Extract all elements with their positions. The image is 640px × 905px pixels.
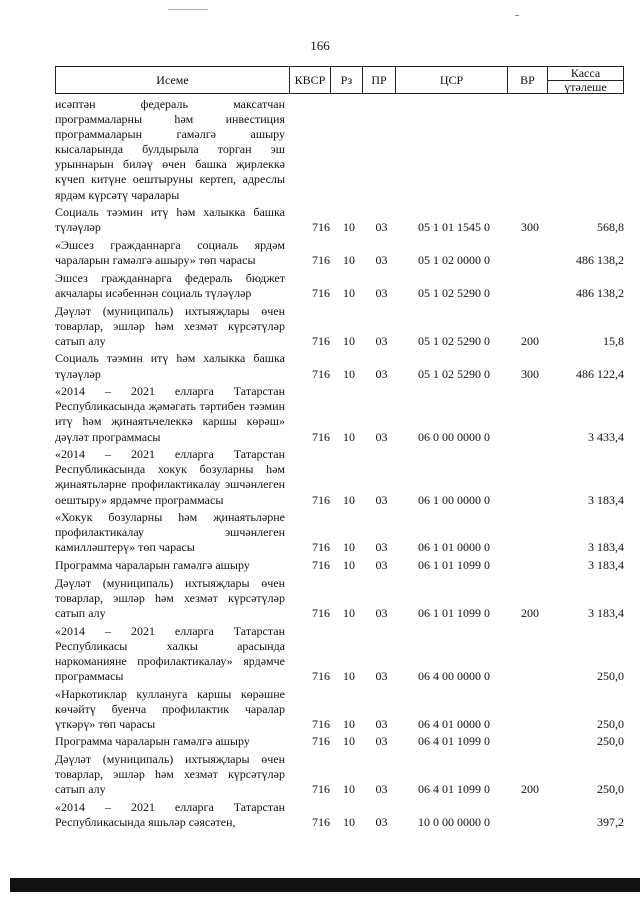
row-pr: 03 — [375, 734, 388, 749]
row-csr: 06 4 00 0000 0 — [418, 668, 490, 683]
row-amount: 3 433,4 — [588, 429, 624, 444]
row-name: Дәүләт (муниципаль) ихтыяҗлары өчен товарлар, эшләр һәм хезмәт күрсәтүләр сатып алу — [55, 752, 285, 797]
header-name: Исеме — [156, 72, 189, 87]
row-name: Дәүләт (муниципаль) ихтыяҗлары өчен товарлар, эшләр һәм хезмәт күрсәтүләр сатып алу — [55, 303, 285, 348]
row-pr: 03 — [375, 253, 388, 268]
row-amount: 397,2 — [597, 815, 624, 830]
scan-artifact-dot — [515, 15, 519, 16]
table-row — [55, 752, 624, 797]
row-rz: 10 — [343, 253, 355, 268]
row-csr: 05 1 02 5290 0 — [418, 285, 490, 300]
page-number: 166 — [310, 38, 330, 53]
row-kvsr: 716 — [312, 429, 330, 444]
header-csr: ЦСР — [395, 67, 507, 93]
row-rz: 10 — [343, 492, 355, 507]
row-csr: 06 1 00 0000 0 — [418, 492, 490, 507]
header-pr: ПР — [362, 67, 395, 93]
row-name: Социаль тәэмин итү һәм халыкка башка түләүләр — [55, 351, 285, 381]
row-kvsr: 716 — [312, 333, 330, 348]
table-row — [55, 205, 624, 235]
row-rz: 10 — [343, 540, 355, 555]
table-body — [55, 97, 624, 833]
row-amount: 486 122,4 — [576, 366, 624, 381]
row-name: «2014 – 2021 елларга Татарстан Республикасында җәмәгать тәртибен тәэмин итү һәм җинаятьчелеккә каршы көрәш» дәүләт программасы — [55, 384, 285, 444]
row-rz: 10 — [343, 605, 355, 620]
row-kvsr: 716 — [312, 815, 330, 830]
row-pr: 03 — [375, 605, 388, 620]
table-row — [55, 800, 624, 830]
row-csr: 06 4 01 1099 0 — [418, 782, 490, 797]
row-rz: 10 — [343, 815, 355, 830]
row-kvsr: 716 — [312, 734, 330, 749]
row-kvsr: 716 — [312, 540, 330, 555]
scan-border-bar — [10, 878, 640, 892]
row-csr: 06 1 01 0000 0 — [418, 540, 490, 555]
table-header — [55, 66, 624, 94]
row-pr: 03 — [375, 492, 388, 507]
row-name: Социаль тәэмин итү һәм халыкка башка түләүләр — [55, 205, 285, 235]
row-kvsr: 716 — [312, 605, 330, 620]
row-pr: 03 — [375, 220, 388, 235]
row-vr: 300 — [521, 366, 539, 381]
row-pr: 03 — [375, 782, 388, 797]
header-kassa-line1: Касса — [570, 65, 601, 80]
row-rz: 10 — [343, 220, 355, 235]
row-name: Программа чараларын гамәлгә ашыру — [55, 734, 250, 749]
row-amount: 250,0 — [597, 668, 624, 683]
table-row — [55, 271, 624, 301]
row-amount: 3 183,4 — [588, 492, 624, 507]
row-kvsr: 716 — [312, 782, 330, 797]
row-amount: 486 138,2 — [576, 253, 624, 268]
header-rz: Рз — [330, 67, 362, 93]
row-csr: 05 1 02 5290 0 — [418, 366, 490, 381]
row-csr: 06 4 01 1099 0 — [418, 734, 490, 749]
row-csr: 10 0 00 0000 0 — [418, 815, 490, 830]
table-row — [55, 624, 624, 684]
table-row — [55, 97, 624, 203]
row-name: «2014 – 2021 елларга Татарстан Республикасы халкы арасында наркоманияне профилактикалау» ярдәмче программасы — [55, 623, 285, 683]
row-rz: 10 — [343, 782, 355, 797]
row-kvsr: 716 — [312, 492, 330, 507]
row-csr: 06 1 01 1099 0 — [418, 605, 490, 620]
table-row — [55, 238, 624, 268]
row-kvsr: 716 — [312, 253, 330, 268]
row-vr: 300 — [521, 220, 539, 235]
header-kassa-line2: үтәлеше — [548, 80, 623, 94]
row-rz: 10 — [343, 716, 355, 731]
row-name: исәптән федераль максатчан программаларны һәм инвестиция программаларын гамәлгә ашыру кысаларында булдырыла торган эш урыннарын биләү өчен башка җирлеккә күчеп китүне оештыруны кертеп, адреслы ярдәм күрсәтү чаралары — [55, 97, 285, 202]
table-row — [55, 351, 624, 381]
row-rz: 10 — [343, 333, 355, 348]
table-row — [55, 510, 624, 555]
row-name: «2014 – 2021 елларга Татарстан Республикасында яшьләр сәясәтен, — [55, 800, 285, 830]
row-rz: 10 — [343, 558, 355, 573]
table-row — [55, 734, 624, 749]
row-vr: 200 — [521, 333, 539, 348]
row-name: Эшсез гражданнарга федераль бюджет акчалары исәбеннән социаль түләүләр — [55, 270, 285, 300]
row-pr: 03 — [375, 285, 388, 300]
row-amount: 15,8 — [603, 333, 624, 348]
row-kvsr: 716 — [312, 285, 330, 300]
row-csr: 06 1 01 1099 0 — [418, 558, 490, 573]
header-kassa — [547, 67, 623, 93]
table-row — [55, 384, 624, 444]
row-vr: 200 — [521, 782, 539, 797]
table-row — [55, 304, 624, 349]
row-name: «2014 – 2021 елларга Татарстан Республикасында хокук бозуларны һәм җинаятьләрне профилактикалау эшчәнлеген оештыру» ярдәмче программасы — [55, 447, 285, 507]
row-rz: 10 — [343, 429, 355, 444]
row-amount: 3 183,4 — [588, 558, 624, 573]
row-kvsr: 716 — [312, 366, 330, 381]
row-pr: 03 — [375, 429, 388, 444]
row-kvsr: 716 — [312, 716, 330, 731]
row-name: «Эшсез гражданнарга социаль ярдәм чараларын гамәлгә ашыру» төп чарасы — [55, 238, 285, 268]
row-rz: 10 — [343, 734, 355, 749]
row-amount: 3 183,4 — [588, 540, 624, 555]
row-csr: 05 1 01 1545 0 — [418, 220, 490, 235]
row-pr: 03 — [375, 815, 388, 830]
row-kvsr: 716 — [312, 558, 330, 573]
row-csr: 05 1 02 5290 0 — [418, 333, 490, 348]
row-kvsr: 716 — [312, 220, 330, 235]
table-row — [55, 447, 624, 507]
row-name: «Хокук бозуларны һәм җинаятьләрне профилактикалау эшчәнлеген камилләштерү» төп чарасы — [55, 510, 285, 555]
row-amount: 250,0 — [597, 734, 624, 749]
row-rz: 10 — [343, 285, 355, 300]
row-name: Программа чараларын гамәлгә ашыру — [55, 558, 250, 573]
row-amount: 3 183,4 — [588, 605, 624, 620]
row-pr: 03 — [375, 540, 388, 555]
row-rz: 10 — [343, 366, 355, 381]
row-pr: 03 — [375, 558, 388, 573]
header-vr: ВР — [507, 67, 547, 93]
row-pr: 03 — [375, 366, 388, 381]
row-vr: 200 — [521, 605, 539, 620]
row-name: Дәүләт (муниципаль) ихтыяҗлары өчен товарлар, эшләр һәм хезмәт күрсәтүләр сатып алу — [55, 575, 285, 620]
table-row — [55, 687, 624, 732]
row-name: «Наркотиклар куллануга каршы көрәшне көчәйтү буенча профилактик чаралар үткәрү» төп чарасы — [55, 686, 285, 731]
row-kvsr: 716 — [312, 668, 330, 683]
row-amount: 486 138,2 — [576, 285, 624, 300]
scan-artifact-line — [168, 9, 208, 10]
table-row — [55, 576, 624, 621]
row-amount: 250,0 — [597, 782, 624, 797]
row-pr: 03 — [375, 716, 388, 731]
row-csr: 06 0 00 0000 0 — [418, 429, 490, 444]
row-csr: 06 4 01 0000 0 — [418, 716, 490, 731]
table-row — [55, 558, 624, 573]
row-rz: 10 — [343, 668, 355, 683]
row-amount: 250,0 — [597, 716, 624, 731]
row-pr: 03 — [375, 668, 388, 683]
row-csr: 05 1 02 0000 0 — [418, 253, 490, 268]
row-pr: 03 — [375, 333, 388, 348]
header-kvsr: КВСР — [289, 67, 330, 93]
row-amount: 568,8 — [597, 220, 624, 235]
